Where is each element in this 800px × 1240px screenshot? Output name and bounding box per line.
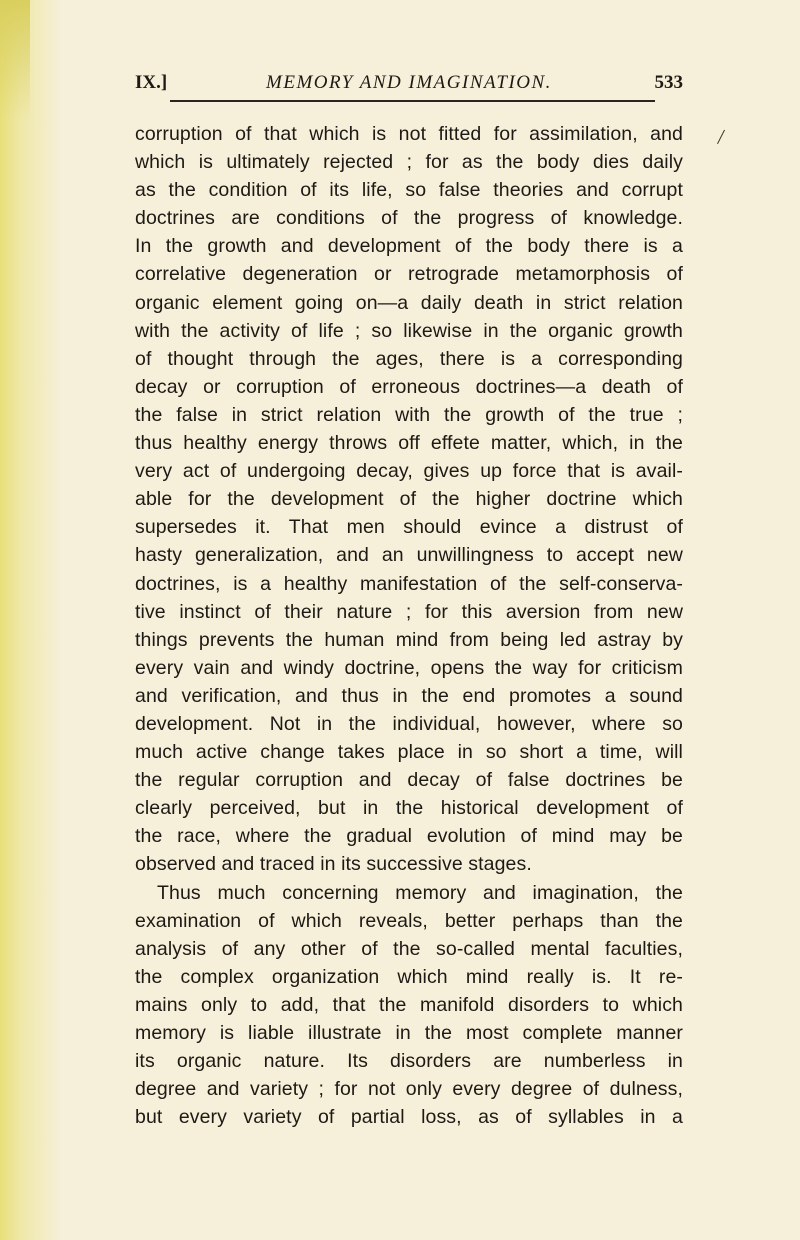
- margin-pencil-mark: /: [716, 123, 726, 150]
- text-line: the regular corruption and decay of false doctrines be: [135, 769, 683, 792]
- text-line: the false in strict relation with the growth of the true ;: [135, 403, 683, 426]
- page-number: 533: [654, 72, 683, 93]
- page-corner-shading: [0, 0, 30, 120]
- text-line: thus healthy energy throws off effete matter, which, in the: [135, 432, 683, 455]
- text-line-paragraph-end: observed and traced in its successive stages.: [135, 853, 532, 876]
- text-line: things prevents the human mind from being led astray by: [135, 628, 683, 651]
- text-line: In the growth and development of the body there is a: [135, 235, 683, 258]
- text-line: every vain and windy doctrine, opens the way for criticism: [135, 656, 683, 679]
- text-line: correlative degeneration or retrograde metamorphosis of: [135, 263, 683, 286]
- text-line: doctrines, is a healthy manifestation of the self-conserva-: [135, 572, 683, 595]
- text-line: the race, where the gradual evolution of mind may be: [135, 825, 683, 848]
- chapter-number: IX.]: [135, 72, 168, 93]
- text-line: supersedes it. That men should evince a distrust of: [135, 516, 683, 539]
- text-line: examination of which reveals, better perhaps than the: [135, 909, 683, 932]
- text-line: which is ultimately rejected ; for as the body dies daily: [135, 151, 683, 174]
- text-line: tive instinct of their nature ; for this aversion from new: [135, 600, 683, 623]
- text-line: with the activity of life ; so likewise in the organic growth: [135, 319, 683, 342]
- text-line: degree and variety ; for not only every degree of dulness,: [135, 1078, 683, 1101]
- page-edge-shading: [0, 0, 60, 1240]
- text-line: analysis of any other of the so-called mental faculties,: [135, 937, 683, 960]
- text-line: the complex organization which mind really is. It re-: [135, 965, 683, 988]
- text-line: mains only to add, that the manifold disorders to which: [135, 993, 683, 1016]
- text-line: much active change takes place in so short a time, will: [135, 741, 683, 764]
- body-text: [135, 120, 683, 1131]
- running-header: [135, 72, 683, 102]
- text-line: but every variety of partial loss, as of syllables in a: [135, 1106, 683, 1129]
- text-line: hasty generalization, and an unwillingness to accept new: [135, 544, 683, 567]
- text-line: and verification, and thus in the end promotes a sound: [135, 684, 683, 707]
- text-line-paragraph-start: Thus much concerning memory and imagination, the: [157, 881, 683, 904]
- text-line: decay or corruption of erroneous doctrines—a death of: [135, 375, 683, 398]
- text-line: as the condition of its life, so false theories and corrupt: [135, 179, 683, 202]
- text-line: doctrines are conditions of the progress of knowledge.: [135, 207, 683, 230]
- text-line: corruption of that which is not fitted for assimilation, and: [135, 123, 683, 145]
- text-line: of thought through the ages, there is a corresponding: [135, 347, 683, 370]
- text-line: development. Not in the individual, however, where so: [135, 712, 683, 735]
- text-line: memory is liable illustrate in the most complete manner: [135, 1022, 683, 1044]
- text-line: organic element going on—a daily death in strict relation: [135, 291, 683, 314]
- text-line: very act of undergoing decay, gives up force that is avail-: [135, 460, 683, 483]
- text-line: clearly perceived, but in the historical development of: [135, 797, 683, 820]
- header-rule: [170, 100, 655, 102]
- text-line: its organic nature. Its disorders are numberless in: [135, 1050, 683, 1073]
- text-line: able for the development of the higher doctrine which: [135, 488, 683, 511]
- running-title: MEMORY AND IMAGINATION.: [266, 72, 552, 93]
